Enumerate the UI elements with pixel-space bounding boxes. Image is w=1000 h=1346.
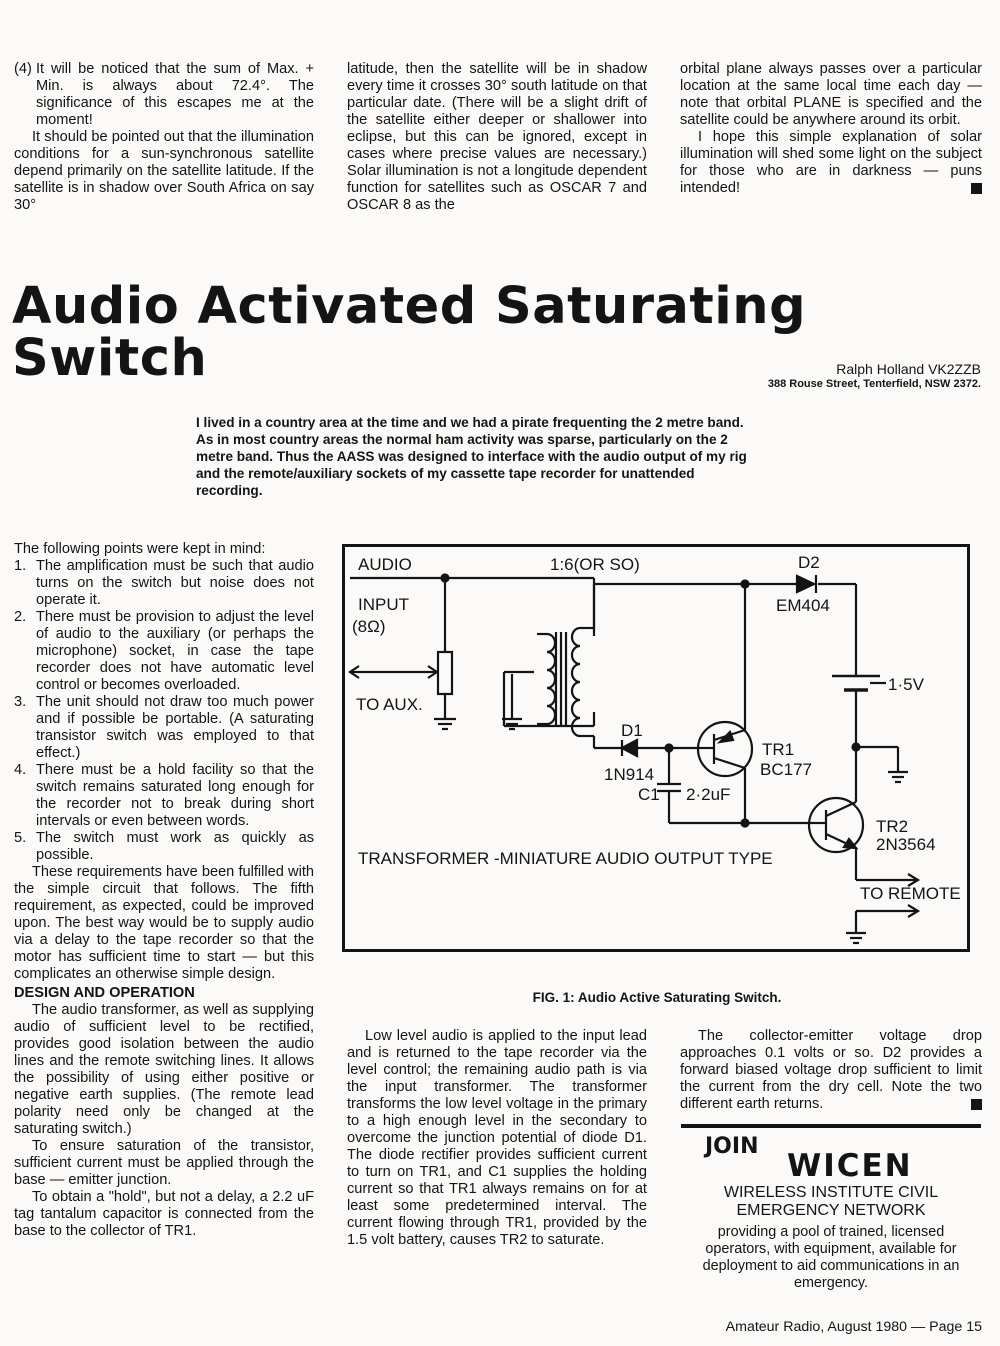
continued-column-1: [14, 61, 314, 214]
list-item: [14, 609, 314, 694]
diode-d2: [797, 575, 816, 593]
label-to-aux: TO AUX.: [356, 695, 423, 714]
list-item: [14, 830, 314, 864]
continued-column-2: [347, 61, 647, 214]
label-c1-value: 2·2uF: [686, 785, 731, 804]
ad-join: JOIN: [705, 1134, 759, 1159]
transistor-tr2: [809, 798, 863, 868]
list-number: 1.: [14, 558, 27, 574]
page-footer: Amateur Radio, August 1980 — Page 15: [725, 1319, 982, 1335]
label-transformer-note: TRANSFORMER -MINIATURE AUDIO OUTPUT TYPE: [358, 849, 773, 868]
ad-description: providing a pool of trained, licensed operators, with equipment, available for deployment to aid communications in an emergency.: [702, 1224, 960, 1291]
list-text: There must be a hold facility so that the switch remains saturated long enough for the recorder not to break during short intervals or even between words.: [36, 762, 314, 829]
label-input: INPUT: [358, 595, 409, 614]
body-column-2: [347, 1028, 647, 1249]
ground-symbols: [434, 672, 534, 729]
ad-full-name: WIRELESS INSTITUTE CIVIL EMERGENCY NETWORK: [723, 1184, 939, 1219]
list-item: [14, 694, 314, 762]
label-c1: C1: [638, 785, 660, 804]
ad-divider: [681, 1124, 981, 1128]
requirements-list: [14, 558, 314, 864]
note-marker: (4): [14, 61, 32, 77]
list-number: 2.: [14, 609, 27, 625]
label-tr2-part: 2N3564: [876, 835, 936, 854]
paragraph-closing: [680, 1028, 982, 1113]
intro-paragraph: I lived in a country area at the time and we had a pirate frequenting the 2 metre band. As in most country areas the normal ham activity was sparse, particularly on the 2 metre band. Thus the AASS was designed to interface with the audio output of my rig and the remote/auxiliary sockets of my cassette tape recorder for unattended recording.: [196, 415, 747, 498]
list-text: There must be provision to adjust the level of audio to the auxiliary (or perhaps the microphone) socket, in case the tape recorder does not have automatic level control or becomes overloaded.: [36, 609, 314, 693]
list-number: 5.: [14, 830, 27, 846]
label-impedance: (8Ω): [352, 617, 386, 636]
paragraph: The audio transformer, as well as supplying audio of sufficient level to be rectified, provides good isolation between the audio lines and the remote switching lines. It allows the possibility of using either positive or negative earth supplies. (The remote lead polarity need only be changed at the saturating switch.): [14, 1002, 314, 1137]
remote-output: [846, 868, 918, 943]
list-text: The switch must work as quickly as possible.: [36, 830, 314, 863]
list-text: The unit should not draw too much power and if possible be portable. (A saturating transistor switch was employed to that effect.): [36, 694, 314, 761]
label-to-remote: TO REMOTE: [860, 884, 961, 903]
label-tr2: TR2: [876, 817, 909, 836]
paragraph: To obtain a "hold", but not a delay, a 2.2 uF tag tantalum capacitor is connected from the base to the collector of TR1.: [14, 1189, 314, 1239]
note-4: [14, 61, 314, 129]
figure-caption: FIG. 1: Audio Active Saturating Switch.: [532, 990, 782, 1005]
body-column-3: [680, 1028, 982, 1113]
diode-d1: [594, 736, 700, 756]
label-ratio: 1:6(OR SO): [550, 555, 640, 574]
transistor-tr1: [698, 722, 752, 823]
label-battery: 1·5V: [888, 675, 924, 694]
list-number: 3.: [14, 694, 27, 710]
label-tr1-part: BC177: [760, 760, 812, 779]
list-item: [14, 558, 314, 609]
article-title: Audio Activated Saturating Switch: [12, 277, 807, 388]
label-audio: AUDIO: [358, 555, 412, 574]
paragraph: It should be pointed out that the illumination conditions for a sun-synchronous satellite depend primarily on the satellite latitude. If the satellite is in shadow over South Africa on say 30°: [14, 129, 314, 213]
list-number: 4.: [14, 762, 27, 778]
circuit-schematic: [342, 544, 972, 956]
section-heading: DESIGN AND OPERATION: [14, 985, 195, 1001]
paragraph-text: I hope this simple explanation of solar illumination will shed some light on the subject for those who are in darkness — puns intended!: [680, 129, 982, 196]
label-tr1: TR1: [762, 740, 795, 759]
list-text: The amplification must be such that audio turns on the switch but noise does not operate it.: [36, 558, 314, 608]
ad-wicen: WICEN: [787, 1148, 913, 1184]
label-d2: D2: [798, 553, 820, 572]
lead-text: The following points were kept in mind:: [14, 541, 266, 557]
paragraph: latitude, then the satellite will be in shadow every time it crosses 30° south latitude on that particular date. (There will be a slight drift of the satellite either deeper or shallower into eclipse, but this can be ignored, except in cases where precise values are necessary.) Solar illumination is not a longitude dependent function for satellites such as OSCAR 7 and OSCAR 8 as the: [347, 61, 647, 213]
paragraph: These requirements have been fulfilled with the simple circuit that follows. The fifth requirement, as expected, could be improved upon. The best way would be to supply audio via a delay to the tape recorder so that the motor has sufficient time to start — but this complicates an otherwise simple design.: [14, 864, 314, 982]
author-address: 388 Rouse Street, Tenterfield, NSW 2372.: [767, 378, 981, 390]
end-mark-icon: [971, 1099, 982, 1110]
list-item: [14, 762, 314, 830]
paragraph-closing: [680, 129, 982, 197]
paragraph: Low level audio is applied to the input lead and is returned to the tape recorder via the level control; the remaining audio path is via the input transformer. The transformer transforms the low level voltage in the primary to a high enough level in the secondary to overcome the junction potential of diode D1. The diode rectifier provides sufficient current to turn on TR1, and C1 supplies the holding current so that TR1 always remains on for at least some predetermined interval. The current flowing through TR1, provided by the 1.5 volt battery, causes TR2 to saturate.: [347, 1028, 647, 1248]
label-d1-part: 1N914: [604, 765, 655, 784]
paragraph-text: The collector-emitter voltage drop approaches 0.1 volts or so. D2 provides a forward biased voltage drop sufficient to limit the current from the dry cell. Note the two different earth returns.: [680, 1028, 982, 1112]
battery-cell: [832, 676, 886, 690]
note-text: It will be noticed that the sum of Max. + Min. is always about 72.4°. The significance of this escapes me at the moment!: [36, 61, 314, 128]
body-column-1: [14, 541, 314, 1240]
label-d1: D1: [621, 721, 643, 740]
author: Ralph Holland VK2ZZB: [836, 361, 981, 377]
paragraph: To ensure saturation of the transistor, sufficient current must be applied through the base — emitter junction.: [14, 1138, 314, 1188]
continued-column-3: [680, 61, 982, 197]
label-d2-part: EM404: [776, 596, 830, 615]
paragraph: orbital plane always passes over a particular location at the same local time each day — note that orbital PLANE is specified and the satellite could be anywhere around its orbit.: [680, 61, 982, 128]
end-mark-icon: [971, 183, 982, 194]
audio-transformer: [537, 628, 594, 736]
